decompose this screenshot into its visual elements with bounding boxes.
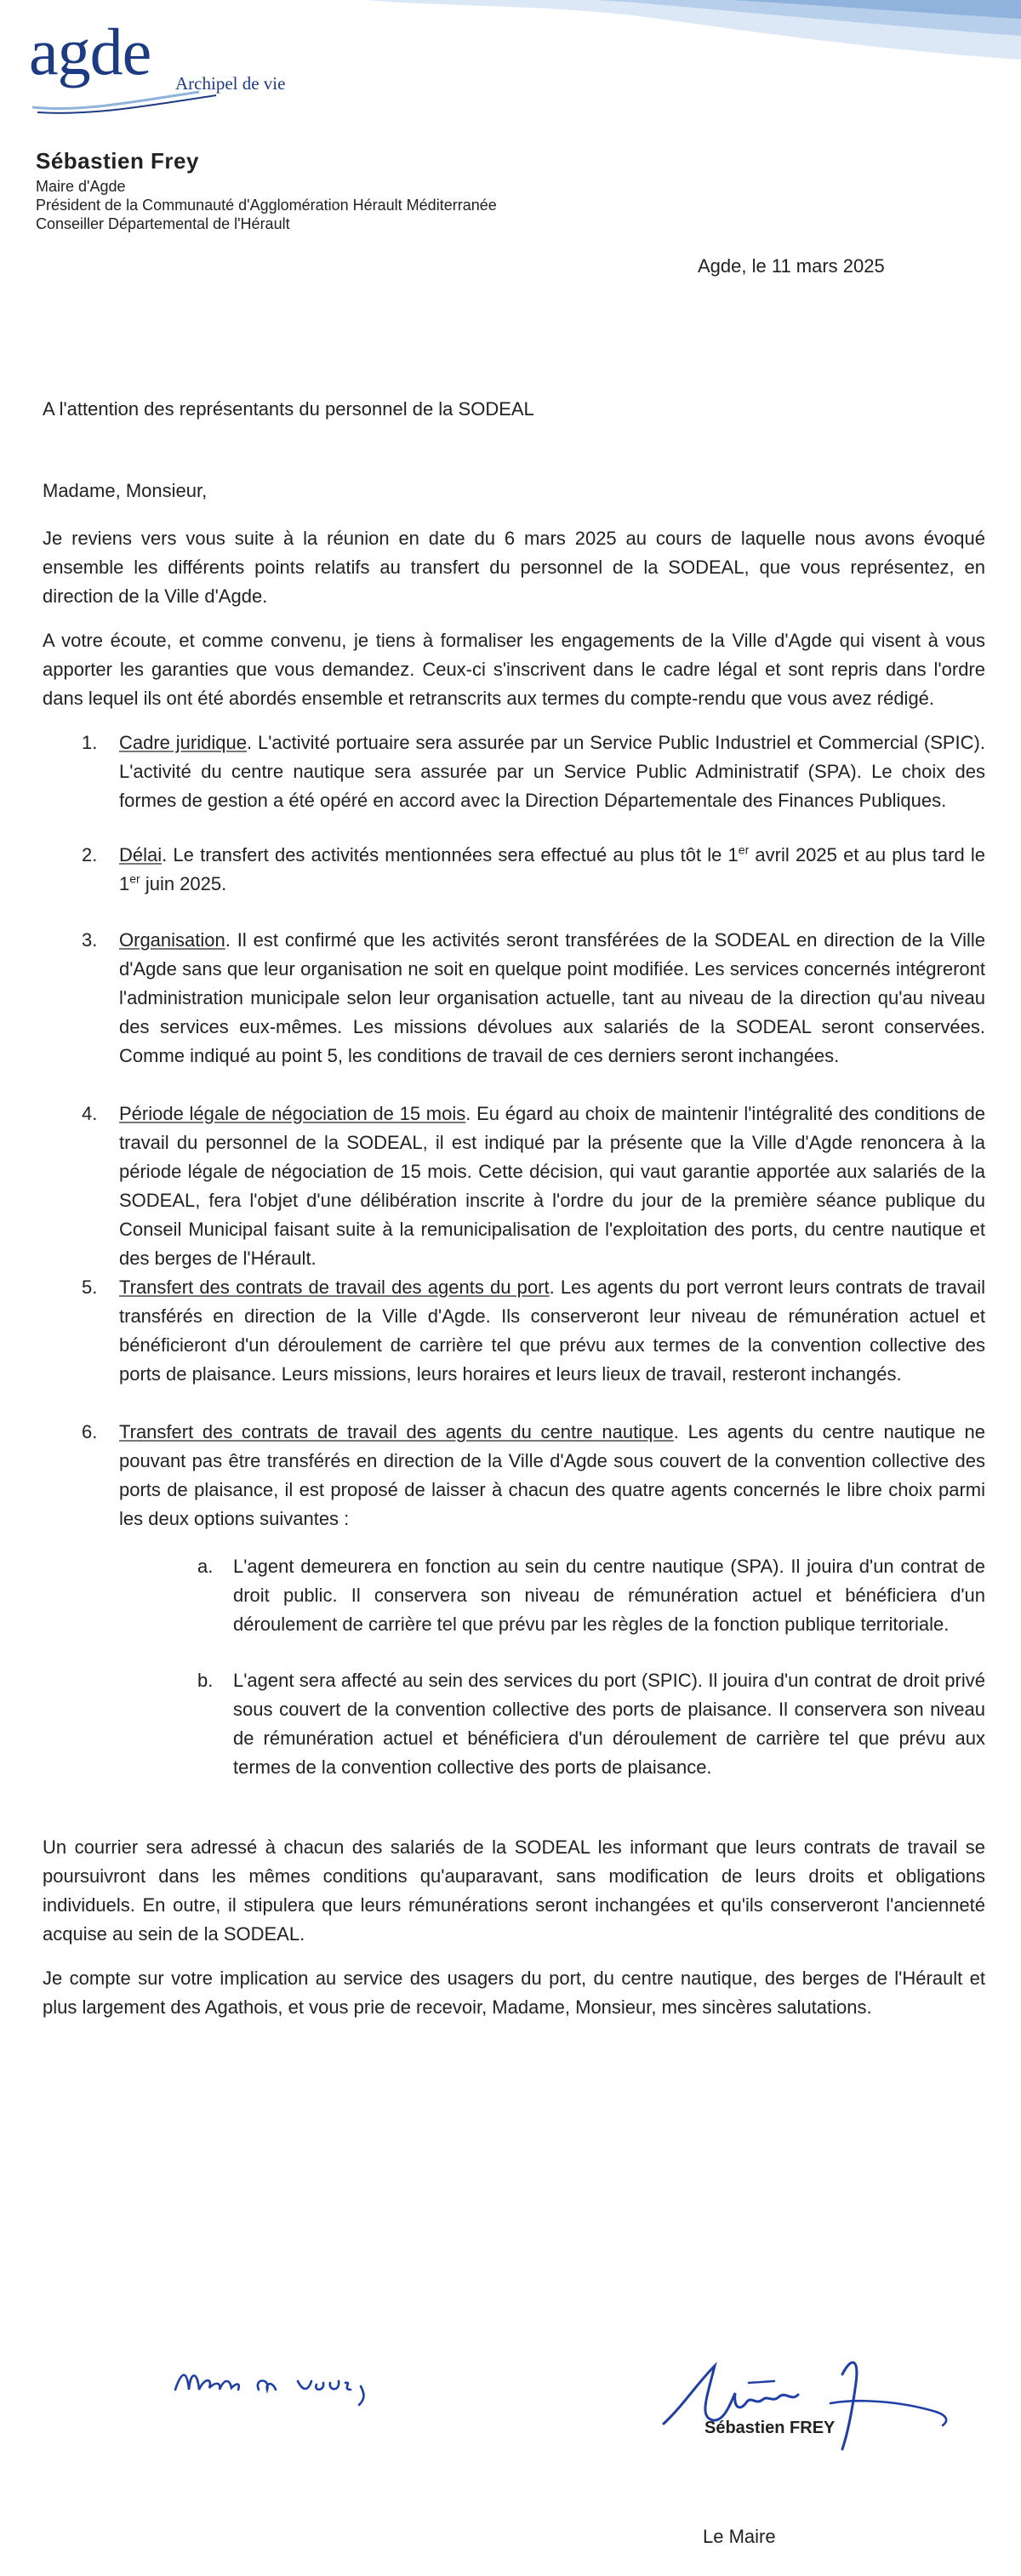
handwritten-note-image [170, 2352, 408, 2412]
item-title: Transfert des contrats de travail des agents du port [119, 1277, 550, 1298]
agde-logo [29, 14, 386, 112]
option-item [119, 1666, 985, 1782]
option-text: L'agent sera affecté au sein des services du port (SPIC). Il jouira d'un contrat de droit privé sous couvert de la convention collective des ports de plaisance. Il conservera son niveau de rémunération actuel et bénéficiera d'un déroulement de carrière tel que prévu aux termes de la convention collective des ports de plaisance. [233, 1670, 985, 1778]
list-item [43, 1273, 985, 1389]
item-title: Cadre juridique [119, 732, 247, 753]
option-text: L'agent demeurera en fonction au sein du centre nautique (SPA). Il jouira d'un contrat de droit public. Il conservera son niveau de rémunération actuel et bénéficiera d'un déroulement de carrière tel que prévu par les règles de la fonction publique territoriale. [233, 1556, 985, 1635]
option-item [119, 1552, 985, 1639]
option-letter: a. [197, 1556, 214, 1577]
logo-wordmark: agde [29, 14, 151, 89]
engagement-paragraph: A votre écoute, et comme convenu, je tiens à formaliser les engagements de la Ville d'Agde qui visent à vous apporter les garanties que vous demandez. Ceux-ci s'inscrivent dans le cadre légal et sont repris dans l'ordre dans lequel ils ont été abordés ensemble et retranscrits aux termes du compte-rendu que vous avez rédigé. [43, 630, 985, 709]
superscript: er [738, 842, 750, 857]
attention-line: A l'attention des représentants du personnel de la SODEAL [43, 398, 534, 420]
logo-swoosh-icon [29, 87, 225, 117]
letter-body [43, 395, 985, 2037]
item-number: 2. [82, 844, 98, 865]
option-letter: b. [197, 1670, 214, 1691]
superscript: er [129, 871, 140, 886]
list-item [43, 841, 985, 899]
item-number: 4. [82, 1103, 98, 1124]
list-item [43, 728, 985, 815]
item-number: 5. [82, 1277, 98, 1298]
engagement-list [43, 728, 985, 1782]
closing-paragraph: Un courrier sera adressé à chacun des salariés de la SODEAL les informant que leurs contrats de travail se poursuivront dans les mêmes conditions qu'auparavant, sans modification de leurs droits et obligations individuels. En outre, il stipulera que leurs rémunérations seront inchangées et qu'ils conserveront l'ancienneté acquise au sein de la SODEAL. [43, 1836, 985, 1945]
item-number: 6. [82, 1421, 98, 1442]
letter-date: Agde, le 11 mars 2025 [698, 255, 885, 277]
sender-block [36, 146, 497, 233]
item-text: . Le transfert des activités mentionnées sera effectué au plus tôt le 1 [162, 844, 739, 865]
item-text: avril 2025 et au plus tard le 1 [119, 844, 985, 894]
item-text: . Il est confirmé que les activités seront transférées de la SODEAL en direction de la Ville d'Agde sans que leur organisation ne soit en quelque point modifiée. Les services concernés intégreront l'administration municipale selon leur organisation actuelle, tant au niveau de la direction qu'au niveau des services eux-mêmes. Les missions dévolues aux salariés de la SODEAL seront conservées. Comme indiqué au point 5, les conditions de travail de ces derniers seront inchangées. [119, 929, 985, 1066]
item-text: . Les agents du port verront leurs contrats de travail transférés en direction de la Ville d'Agde. Ils conserveront leur niveau de rémunération actuel et bénéficieront d'un déroulement de carrière tel que prévu aux termes de la convention collective des ports de plaisance. Leurs missions, leurs horaires et leurs lieux de travail, resteront inchangés. [119, 1277, 985, 1385]
intro-paragraph: Je reviens vers vous suite à la réunion en date du 6 mars 2025 au cours de laquelle nous avons évoqué ensemble les différents points relatifs au transfert du personnel de la SODEAL, que vous représentez, en direction de la Ville d'Agde. [43, 528, 985, 607]
signer-name: Sébastien FREY [704, 2419, 836, 2437]
salutations-paragraph: Je compte sur votre implication au service des usagers du port, du centre nautique, des berges de l'Hérault et plus largement des Agathois, et vous prie de recevoir, Madame, Monsieur, mes sincères salutations. [43, 1968, 985, 2018]
sender-title-councillor: Conseiller Départemental de l'Hérault [36, 215, 290, 232]
item-text: . L'activité portuaire sera assurée par un Service Public Industriel et Commercial (SPIC). L'activité du centre nautique sera assurée par un Service Public Administratif (SPA). Le choix des formes de gestion a été opéré en accord avec la Direction Départementale des Finances Publiques. [119, 732, 985, 811]
signer-role: Le Maire [703, 2526, 776, 2547]
item-text: juin 2025. [140, 873, 227, 894]
sender-title-mayor: Maire d'Agde [36, 178, 126, 195]
item-number: 1. [82, 732, 98, 753]
list-item [43, 1100, 985, 1273]
logo-tagline: Archipel de vie [175, 73, 286, 94]
salutation: Madame, Monsieur, [43, 480, 208, 501]
sender-name: Sébastien Frey [36, 148, 199, 174]
item-title: Organisation [119, 929, 225, 951]
item-number: 3. [82, 929, 98, 951]
item-text: . Les agents du centre nautique ne pouvant pas être transférés en direction de la Ville d'Agde sous couvert de la convention collective des ports de plaisance, il est proposé de laisser à chacun des quatre agents concernés le libre choix parmi les deux options suivantes : [119, 1421, 986, 1529]
item-title: Transfert des contrats de travail des agents du centre nautique [119, 1421, 674, 1442]
sender-title-president: Président de la Communauté d'Agglomération Hérault Méditerranée [36, 197, 497, 214]
item-title: Délai [119, 844, 163, 865]
item-title: Période légale de négociation de 15 mois [119, 1103, 466, 1124]
list-item [43, 926, 985, 1071]
list-item [43, 1418, 985, 1782]
item-text: . Eu égard au choix de maintenir l'intégralité des conditions de travail du personnel de la SODEAL, il est indiqué par la présente que la Ville d'Agde renoncera à la période légale de négociation de 15 mois. Cette décision, qui vaut garantie apportée aux salariés de la SODEAL, fera l'objet d'une délibération inscrite à l'ordre du jour de la première séance publique du Conseil Municipal faisant suite à la remunicipalisation de l'exploitation des ports, du centre nautique et des berges de l'Hérault. [119, 1103, 985, 1269]
option-list [119, 1552, 985, 1782]
